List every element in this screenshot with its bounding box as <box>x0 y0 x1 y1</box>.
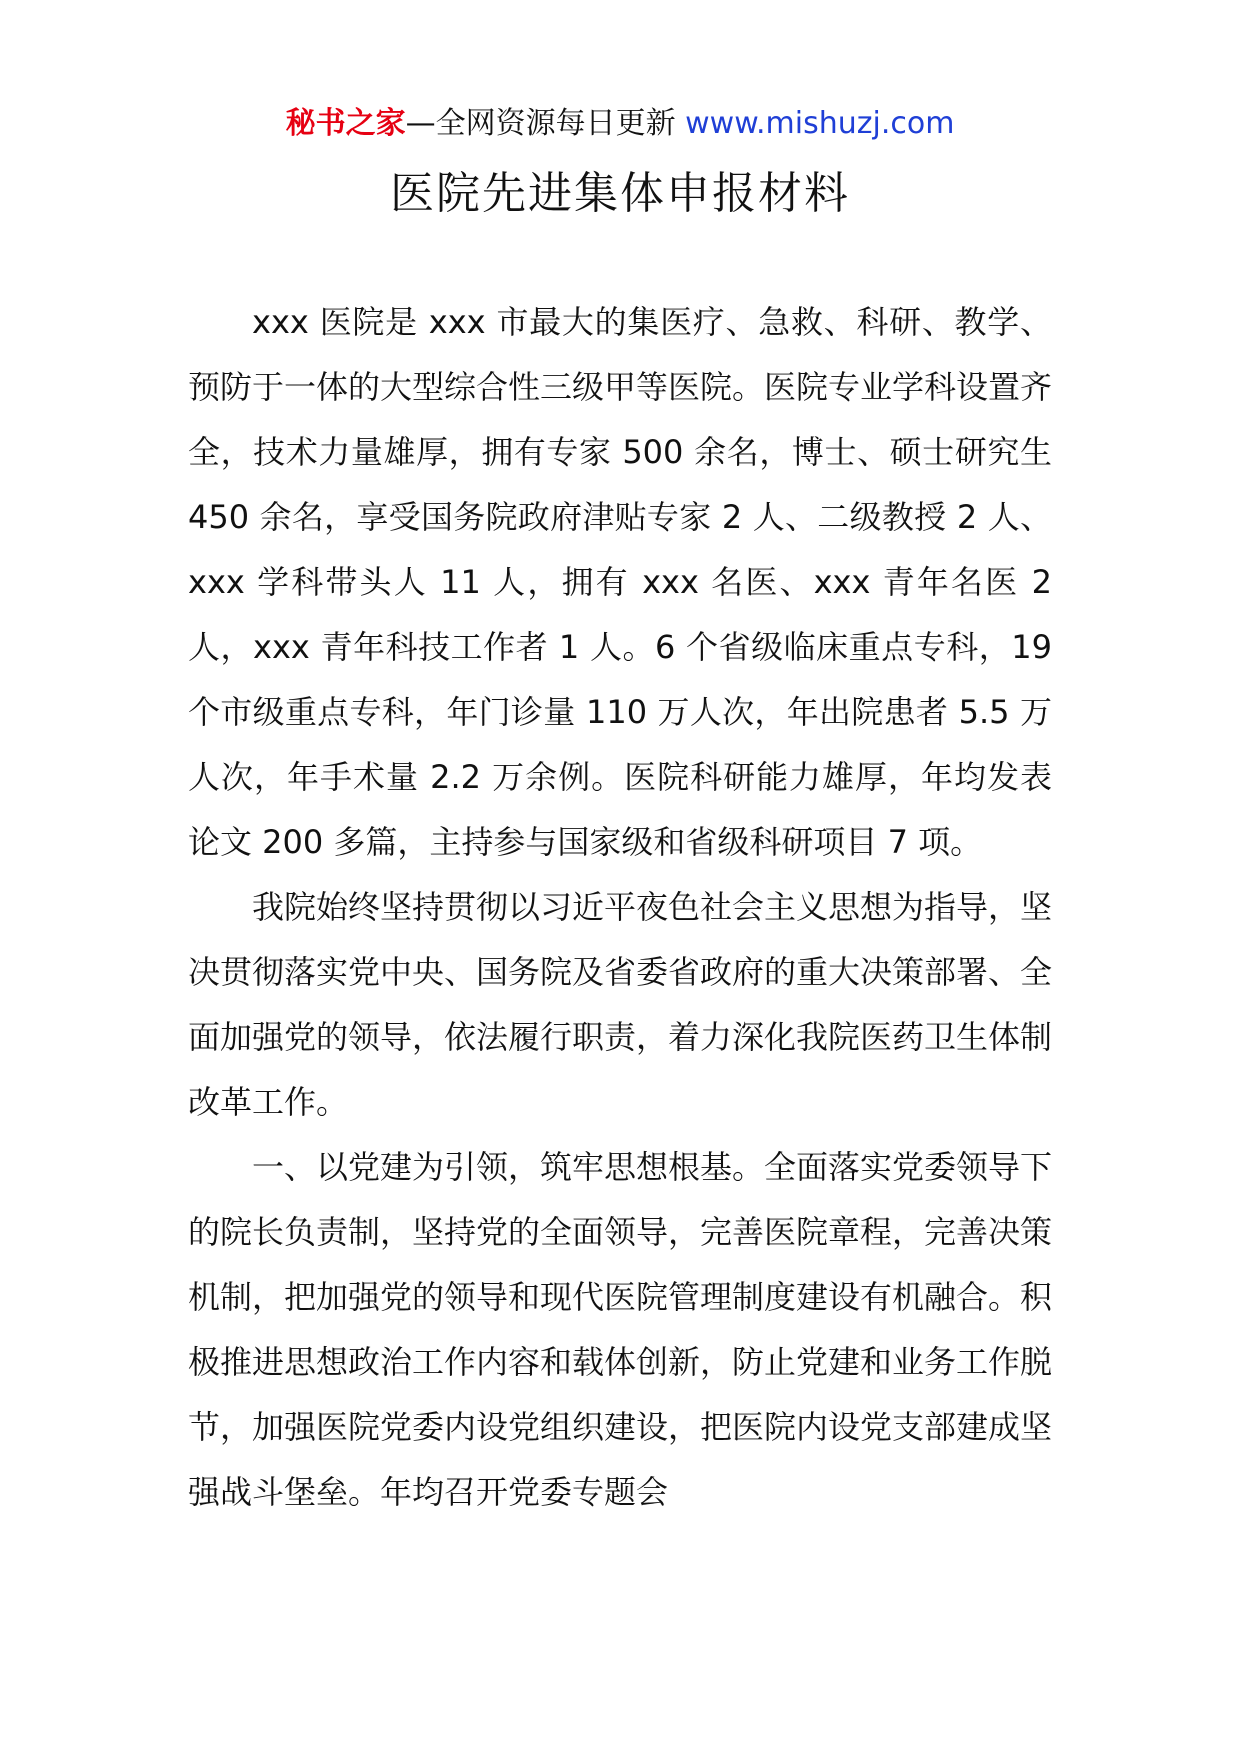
document-title: 医院先进集体申报材料 <box>390 168 850 219</box>
document-body <box>188 290 1052 1525</box>
paragraph-1: xxx 医院是 xxx 市最大的集医疗、急救、科研、教学、预防于一体的大型综合性三级甲等医院。医院专业学科设置齐全，技术力量雄厚，拥有专家 500 余名，博士、硕士研究生 450 余名，享受国务院政府津贴专家 2 人、二级教授 2 人、xxx 学科带头人 11 人，拥有 xxx 名医、xxx 青年名医 2 人，xxx 青年科技工作者 1 人。6 个省级临床重点专科，19 个市级重点专科，年门诊量 110 万人次，年出院患者 5.5 万人次，年手术量 2.2 万余例。医院科研能力雄厚，年均发表论文 200 多篇，主持参与国家级和省级科研项目 7 项。 <box>188 303 1053 861</box>
paragraph-3: 一、以党建为引领，筑牢思想根基。全面落实党委领导下的院长负责制，坚持党的全面领导，完善医院章程，完善决策机制，把加强党的领导和现代医院管理制度建设有机融合。积极推进思想政治工作内容和载体创新，防止党建和业务工作脱节，加强医院党委内设党组织建设，把医院内设党支部建成坚强战斗堡垒。年均召开党委专题会 <box>188 1148 1053 1511</box>
brand-name: 秘书之家 <box>285 106 406 141</box>
header-slogan: —全网资源每日更新 <box>405 106 686 141</box>
site-url-link[interactable]: www.mishuzj.com <box>685 106 955 141</box>
site-header <box>0 104 1240 144</box>
paragraph-2: 我院始终坚持贯彻以习近平夜色社会主义思想为指导，坚决贯彻落实党中央、国务院及省委省政府的重大决策部署、全面加强党的领导，依法履行职责，着力深化我院医药卫生体制改革工作。 <box>188 888 1053 1121</box>
